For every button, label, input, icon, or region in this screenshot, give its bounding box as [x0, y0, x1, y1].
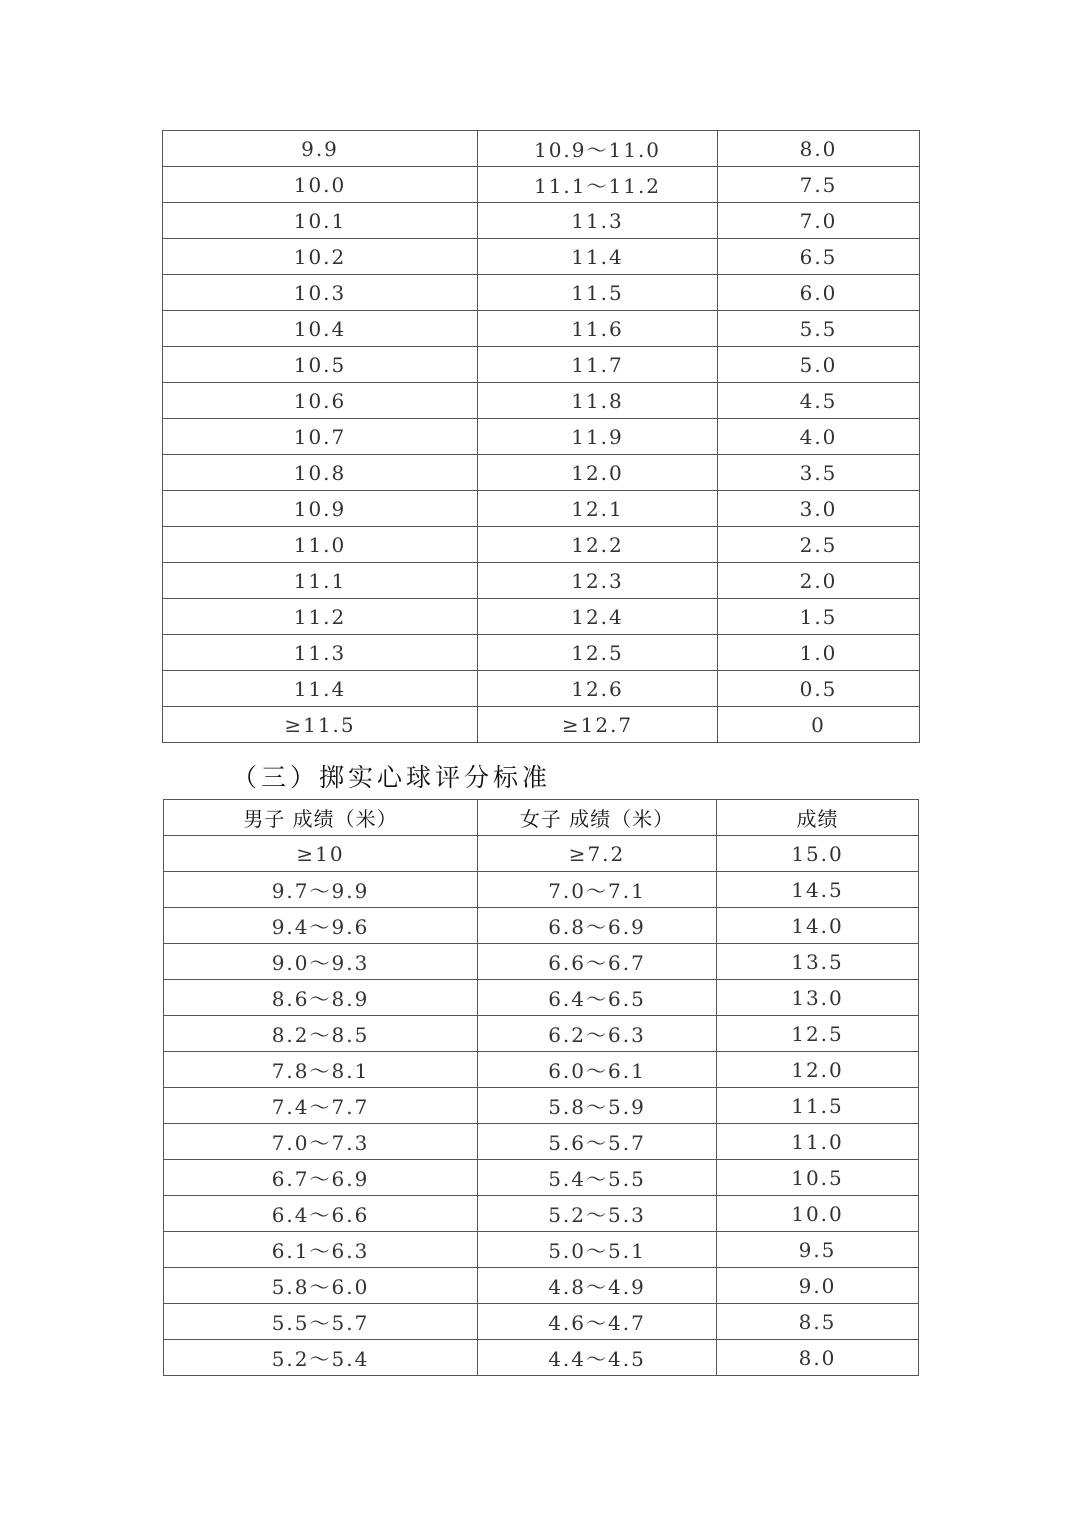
female-cell: 12.5 [478, 635, 718, 671]
male-cell: 10.3 [163, 275, 478, 311]
points-cell: 8.0 [717, 1340, 919, 1376]
table-row [164, 1340, 919, 1376]
table-row [164, 1124, 919, 1160]
points-cell: 0.5 [718, 671, 920, 707]
score-table-continued [162, 130, 920, 743]
table-row [163, 383, 920, 419]
table-row [164, 1088, 919, 1124]
points-cell: 0 [718, 707, 920, 743]
male-cell: 5.8～6.0 [164, 1268, 478, 1304]
points-cell: 1.5 [718, 599, 920, 635]
female-cell: 5.8～5.9 [478, 1088, 717, 1124]
points-cell: 11.0 [717, 1124, 919, 1160]
female-cell: 4.4～4.5 [478, 1340, 717, 1376]
female-cell: 11.8 [478, 383, 718, 419]
points-cell: 6.0 [718, 275, 920, 311]
points-cell: 14.5 [717, 872, 919, 908]
table-row [163, 707, 920, 743]
table-row [164, 980, 919, 1016]
male-cell: 9.0～9.3 [164, 944, 478, 980]
table-row [164, 944, 919, 980]
male-cell: 9.4～9.6 [164, 908, 478, 944]
table-row [164, 836, 919, 872]
points-cell: 5.0 [718, 347, 920, 383]
points-cell: 5.5 [718, 311, 920, 347]
male-cell: 11.0 [163, 527, 478, 563]
table-row [164, 1232, 919, 1268]
female-cell: 6.6～6.7 [478, 944, 717, 980]
table-row [164, 1052, 919, 1088]
male-cell: 10.2 [163, 239, 478, 275]
male-cell: ≥11.5 [163, 707, 478, 743]
female-cell: 4.6～4.7 [478, 1304, 717, 1340]
points-cell: 2.0 [718, 563, 920, 599]
male-cell: 10.8 [163, 455, 478, 491]
male-cell: 7.4～7.7 [164, 1088, 478, 1124]
female-cell: 12.2 [478, 527, 718, 563]
female-cell: 11.6 [478, 311, 718, 347]
female-cell: 6.8～6.9 [478, 908, 717, 944]
section-title: （三）掷实心球评分标准 [232, 763, 552, 792]
points-cell: 11.5 [717, 1088, 919, 1124]
table-row [164, 1160, 919, 1196]
male-cell: 11.3 [163, 635, 478, 671]
male-cell: 10.7 [163, 419, 478, 455]
points-cell: 7.0 [718, 203, 920, 239]
female-cell: 12.1 [478, 491, 718, 527]
table-row [163, 455, 920, 491]
male-cell: ≥10 [164, 836, 478, 872]
female-cell: 11.1～11.2 [478, 167, 718, 203]
male-cell: 6.4～6.6 [164, 1196, 478, 1232]
points-cell: 12.0 [717, 1052, 919, 1088]
points-cell: 8.0 [718, 131, 920, 167]
female-cell: 12.0 [478, 455, 718, 491]
female-cell: 6.4～6.5 [478, 980, 717, 1016]
female-cell: 12.4 [478, 599, 718, 635]
points-cell: 6.5 [718, 239, 920, 275]
female-cell: 11.9 [478, 419, 718, 455]
points-cell: 15.0 [717, 836, 919, 872]
male-cell: 6.1～6.3 [164, 1232, 478, 1268]
points-cell: 2.5 [718, 527, 920, 563]
table-row [163, 563, 920, 599]
points-cell: 10.5 [717, 1160, 919, 1196]
female-cell: 6.0～6.1 [478, 1052, 717, 1088]
female-cell: 11.4 [478, 239, 718, 275]
table-row [164, 1016, 919, 1052]
table-row [164, 1196, 919, 1232]
header-male-score: 男子 成绩（米） [164, 800, 478, 836]
points-cell: 13.0 [717, 980, 919, 1016]
table-row [163, 635, 920, 671]
header-female-score: 女子 成绩（米） [478, 800, 717, 836]
female-cell: 4.8～4.9 [478, 1268, 717, 1304]
female-cell: ≥12.7 [478, 707, 718, 743]
male-cell: 10.1 [163, 203, 478, 239]
points-cell: 4.5 [718, 383, 920, 419]
male-cell: 11.4 [163, 671, 478, 707]
female-cell: 10.9～11.0 [478, 131, 718, 167]
points-cell: 14.0 [717, 908, 919, 944]
points-cell: 10.0 [717, 1196, 919, 1232]
points-cell: 9.5 [717, 1232, 919, 1268]
male-cell: 10.6 [163, 383, 478, 419]
female-cell: 11.5 [478, 275, 718, 311]
male-cell: 8.6～8.9 [164, 980, 478, 1016]
shot-put-score-table [163, 799, 919, 1376]
table-row [163, 527, 920, 563]
table-row [163, 167, 920, 203]
male-cell: 6.7～6.9 [164, 1160, 478, 1196]
male-cell: 8.2～8.5 [164, 1016, 478, 1052]
points-cell: 13.5 [717, 944, 919, 980]
male-cell: 7.8～8.1 [164, 1052, 478, 1088]
header-points: 成绩 [717, 800, 919, 836]
points-cell: 8.5 [717, 1304, 919, 1340]
table-row [163, 491, 920, 527]
table-row [163, 275, 920, 311]
female-cell: 5.6～5.7 [478, 1124, 717, 1160]
table-row [163, 239, 920, 275]
female-cell: 6.2～6.3 [478, 1016, 717, 1052]
female-cell: 11.7 [478, 347, 718, 383]
points-cell: 1.0 [718, 635, 920, 671]
table-row [163, 311, 920, 347]
male-cell: 11.1 [163, 563, 478, 599]
table-row [163, 131, 920, 167]
points-cell: 12.5 [717, 1016, 919, 1052]
table-row [164, 908, 919, 944]
male-cell: 10.9 [163, 491, 478, 527]
table-row [163, 203, 920, 239]
female-cell: 12.6 [478, 671, 718, 707]
male-cell: 5.2～5.4 [164, 1340, 478, 1376]
points-cell: 9.0 [717, 1268, 919, 1304]
table-row [164, 1268, 919, 1304]
male-cell: 5.5～5.7 [164, 1304, 478, 1340]
male-cell: 10.0 [163, 167, 478, 203]
male-cell: 10.5 [163, 347, 478, 383]
points-cell: 7.5 [718, 167, 920, 203]
table-header-row [164, 800, 919, 836]
female-cell: 5.4～5.5 [478, 1160, 717, 1196]
table-row [164, 1304, 919, 1340]
table-row [163, 347, 920, 383]
table-row [164, 872, 919, 908]
female-cell: 11.3 [478, 203, 718, 239]
table-row [163, 671, 920, 707]
table-row [163, 599, 920, 635]
table-row [163, 419, 920, 455]
female-cell: 12.3 [478, 563, 718, 599]
female-cell: 7.0～7.1 [478, 872, 717, 908]
points-cell: 3.0 [718, 491, 920, 527]
male-cell: 10.4 [163, 311, 478, 347]
female-cell: ≥7.2 [478, 836, 717, 872]
male-cell: 9.9 [163, 131, 478, 167]
points-cell: 3.5 [718, 455, 920, 491]
female-cell: 5.2～5.3 [478, 1196, 717, 1232]
male-cell: 9.7～9.9 [164, 872, 478, 908]
female-cell: 5.0～5.1 [478, 1232, 717, 1268]
male-cell: 11.2 [163, 599, 478, 635]
male-cell: 7.0～7.3 [164, 1124, 478, 1160]
points-cell: 4.0 [718, 419, 920, 455]
